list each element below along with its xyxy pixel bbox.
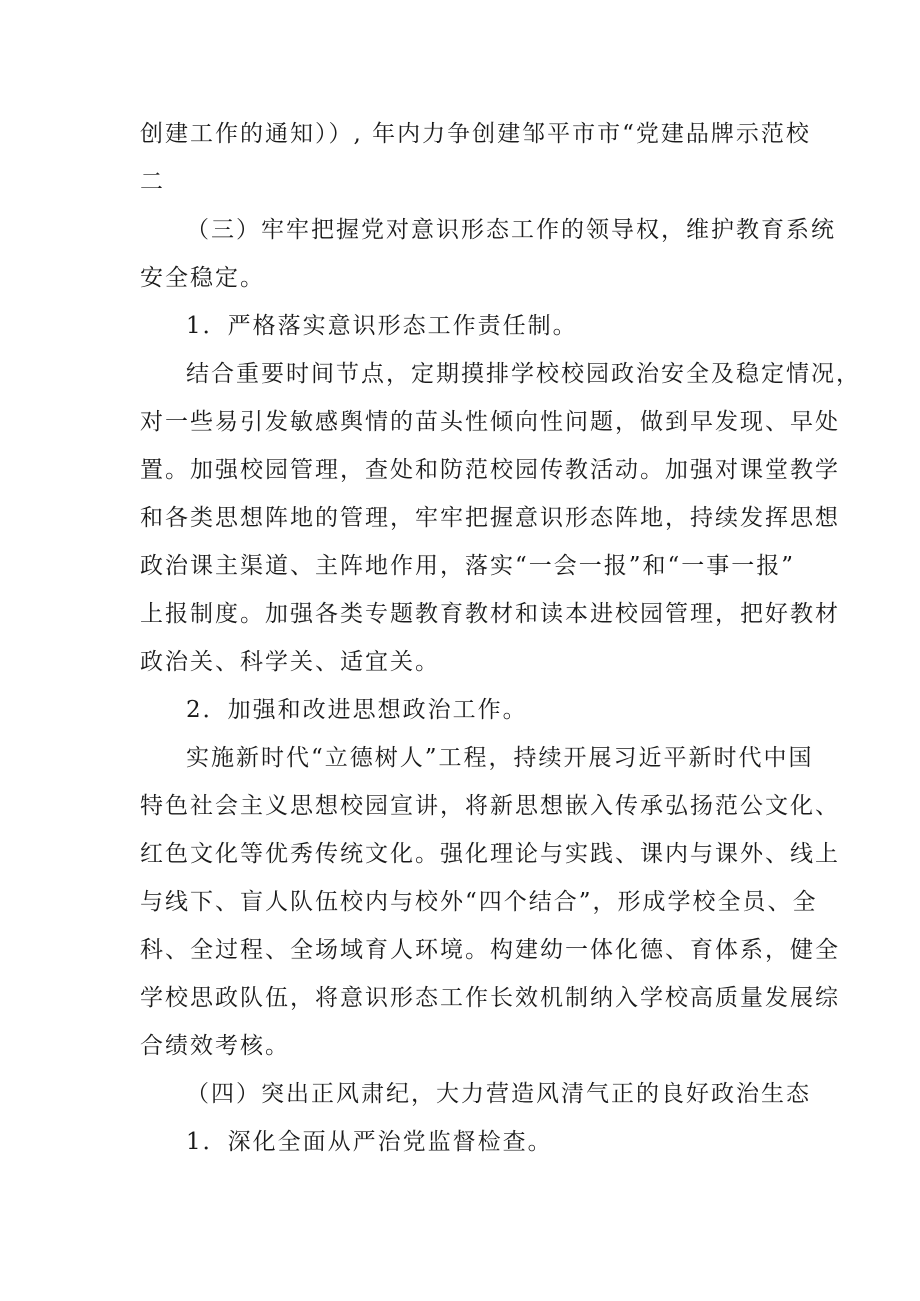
text-line: 学校思政队伍，将意识形态工作长效机制纳入学校高质量发展综 xyxy=(140,985,840,1011)
text-line: 上报制度。加强各类专题教育教材和读本进校园管理，把好教材 xyxy=(140,601,840,627)
text-line: 与线下、盲人队伍校内与校外“四个结合”，形成学校全员、全 xyxy=(140,889,818,915)
section-heading: （三）牢牢把握党对意识形态工作的领导权，维护教育系统 xyxy=(186,217,836,243)
text-line: 对一些易引发敏感舆情的苗头性倾向性问题，做到早发现、早处 xyxy=(140,409,840,435)
text-line: 创建工作的通知））, 年内力争创建邹平市市“党建品牌示范校 xyxy=(140,121,811,147)
text-line: 合绩效考核。 xyxy=(140,1033,290,1059)
section-heading: （四）突出正风肃纪，大力营造风清气正的良好政治生态 xyxy=(186,1081,811,1107)
text-line: 和各类思想阵地的管理，牢牢把握意识形态阵地，持续发挥思想 xyxy=(140,505,840,531)
text-line: 特色社会主义思想校园宣讲，将新思想嵌入传承弘扬范公文化、 xyxy=(140,793,840,819)
text-line: 红色文化等优秀传统文化。强化理论与实践、课内与课外、线上 xyxy=(140,841,840,867)
text-line: 政治关、科学关、适宜关。 xyxy=(140,649,440,675)
subsection-heading: 1．严格落实意识形态工作责任制。 xyxy=(186,313,578,339)
text-line: 政治课主渠道、主阵地作用，落实“一会一报”和“一事一报” xyxy=(140,553,796,579)
text-line: 实施新时代“立德树人”工程，持续开展习近平新时代中国 xyxy=(186,745,814,771)
text-line: 科、全过程、全场域育人环境。构建幼一体化德、育体系，健全 xyxy=(140,937,840,963)
text-line: 置。加强校园管理，查处和防范校园传教活动。加强对课堂教学 xyxy=(140,457,840,483)
subsection-heading: 2．加强和改进思想政治工作。 xyxy=(186,697,528,723)
text-line: 结合重要时间节点，定期摸排学校校园政治安全及稳定情况， xyxy=(186,361,861,387)
text-line: 安全稳定。 xyxy=(140,265,265,291)
subsection-heading: 1．深化全面从严治党监督检查。 xyxy=(186,1129,553,1155)
text-line: 二 xyxy=(140,169,165,195)
